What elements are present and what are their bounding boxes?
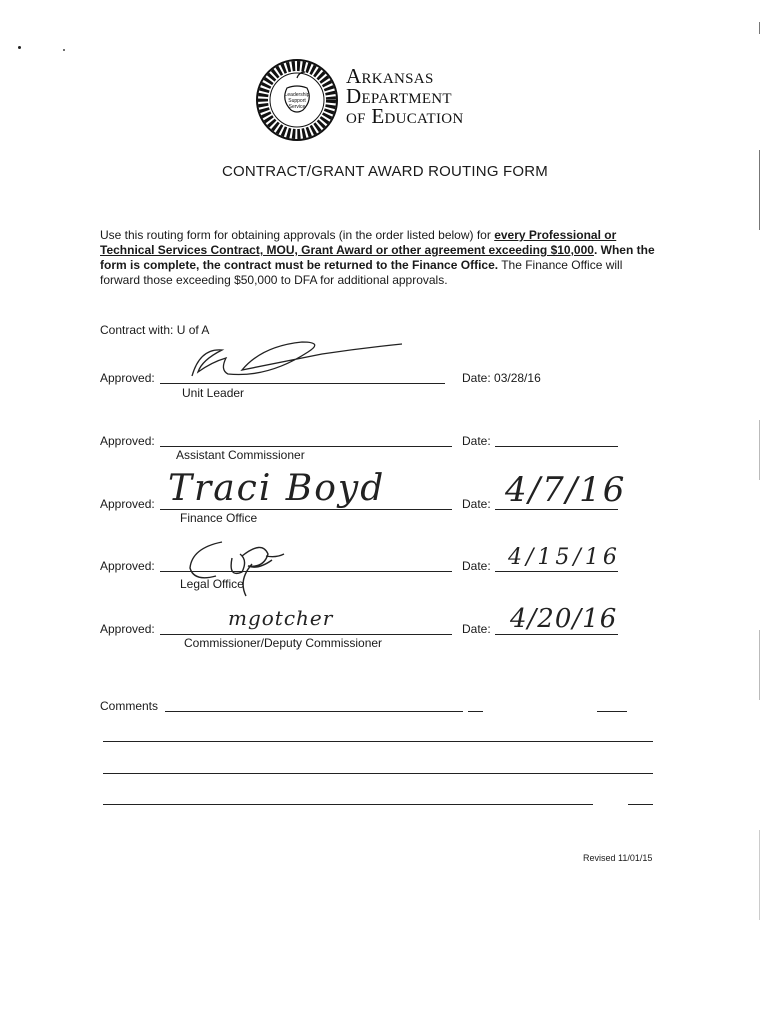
approval-1-date-value: 03/28/16 — [494, 371, 541, 385]
intro-part-5: The Finance Office will forward those exceeding $50,000 to DFA for additional approvals. — [100, 258, 623, 287]
approval-3-role: Finance Office — [180, 511, 258, 525]
agency-line-3: of Education — [346, 104, 464, 128]
scan-mark — [759, 830, 760, 920]
approval-4-label: Approved: — [100, 559, 155, 573]
agency-name — [346, 66, 464, 126]
intro-part-4: the contract must be returned to the Finance Office. — [202, 258, 499, 272]
approval-2-signature-line[interactable] — [160, 446, 452, 447]
approval-3-date-value: 4/7/16 — [505, 470, 627, 510]
contract-with — [100, 323, 209, 337]
legal-office-signature — [182, 528, 292, 600]
agency-line-2: Department — [346, 84, 452, 108]
comments-line-1-end — [597, 711, 627, 712]
scan-dot — [63, 49, 65, 51]
department-seal — [255, 58, 339, 142]
agency-line-1: Arkansas — [346, 64, 434, 88]
approval-3-signature-line[interactable] — [160, 509, 452, 510]
approval-3-date-label: Date: — [462, 497, 491, 511]
scan-mark — [759, 420, 760, 480]
comments-line-2[interactable] — [103, 741, 653, 742]
approval-2-date-line[interactable] — [495, 446, 618, 447]
approval-4-role: Legal Office — [180, 577, 244, 591]
comments-line-3[interactable] — [103, 773, 653, 774]
approval-5-signature-line[interactable] — [160, 634, 452, 635]
approval-1-date — [462, 371, 541, 385]
intro-part-3: . When the form is complete, — [100, 243, 655, 272]
approval-2-role: Assistant Commissioner — [176, 448, 305, 462]
comments-line-4[interactable] — [103, 804, 593, 805]
seal-text: Support — [288, 98, 306, 104]
approval-2-label: Approved: — [100, 434, 155, 448]
contract-with-value: U of A — [176, 323, 210, 337]
comments-line-1-dash — [468, 711, 483, 712]
approval-2-date-label: Date: — [462, 434, 491, 448]
scan-mark — [759, 150, 760, 230]
approval-1-date-label: Date: — [462, 371, 491, 385]
revision-date: Revised 11/01/15 — [583, 853, 653, 863]
approval-4-date-label: Date: — [462, 559, 491, 573]
form-title: CONTRACT/GRANT AWARD ROUTING FORM — [221, 163, 549, 180]
seal-text: Leadership — [284, 92, 310, 98]
scan-mark — [759, 630, 760, 700]
scan-mark — [759, 22, 760, 34]
unit-leader-signature — [180, 336, 410, 386]
approval-1-label: Approved: — [100, 371, 155, 385]
finance-office-signature: Traci Boyd — [168, 468, 386, 509]
approval-5-label: Approved: — [100, 622, 155, 636]
commissioner-signature: mgotcher — [228, 606, 334, 630]
approval-5-date-label: Date: — [462, 622, 491, 636]
intro-part-1: Use this routing form for obtaining approvals (in the order listed below) for — [100, 228, 495, 242]
contract-with-label: Contract with: — [100, 323, 174, 337]
approval-1-role: Unit Leader — [182, 386, 245, 400]
comments-line-4-end — [628, 804, 653, 805]
approval-5-role: Commissioner/Deputy Commissioner — [184, 636, 383, 650]
approval-5-date-line[interactable] — [495, 634, 618, 635]
form-instructions — [100, 228, 660, 288]
scan-dot — [18, 46, 21, 49]
intro-part-2: every Professional or Technical Services Contract, MOU, Grant Award or other agreement exceeding $10,000 — [100, 228, 617, 257]
comments-label: Comments — [100, 699, 159, 713]
comments-line-1[interactable] — [165, 711, 463, 712]
approval-4-date-line[interactable] — [495, 571, 618, 572]
approval-3-label: Approved: — [100, 497, 155, 511]
approval-4-date-value: 4/15/16 — [508, 545, 621, 570]
seal-text: Service — [288, 104, 306, 110]
approval-5-date-value: 4/20/16 — [510, 604, 618, 634]
